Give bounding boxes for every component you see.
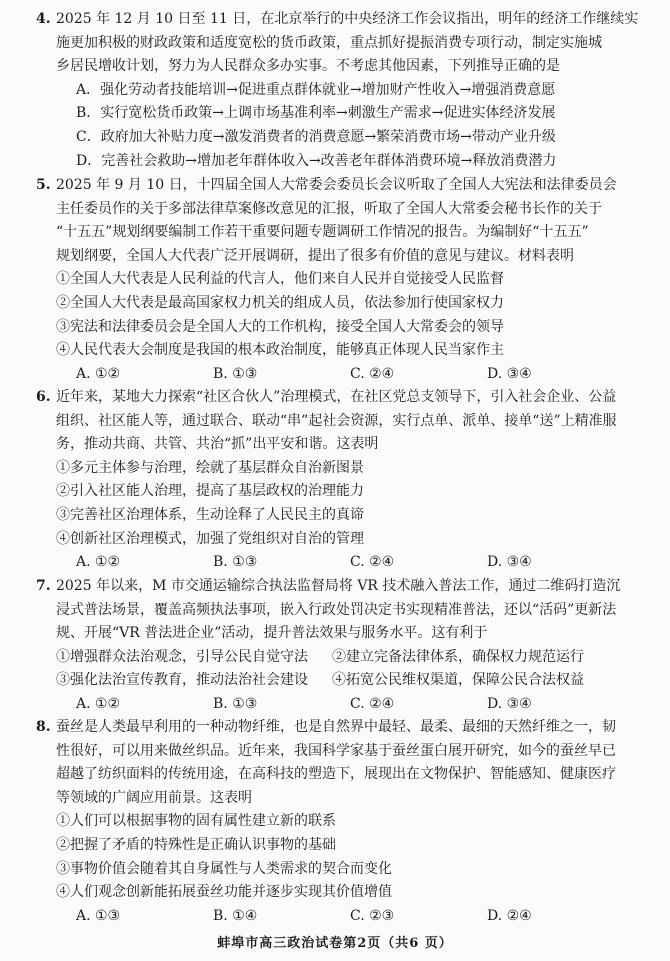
option-d: D．完善社会救助→增加老年群体收入→改善老年群体消费环境→释放消费潜力 xyxy=(76,152,557,169)
option-d: D. ③④ xyxy=(487,554,532,571)
statement-2: ②全国人大代表是最高国家权力机关的组成人员，依法参加行使国家权力 xyxy=(56,294,504,311)
question-number: 6. xyxy=(36,389,51,405)
question-text-line: 施更加积极的财政政策和适度宽松的货币政策，重点抓好提振消费专项行动，制定实施城 xyxy=(56,34,602,51)
option-c: C. ②③ xyxy=(350,907,395,924)
statement-4: ④创新社区治理模式，加强了党组织对自治的管理 xyxy=(56,530,364,547)
statement-4: ④拓宽公民维权渠道，保障公民合法权益 xyxy=(332,672,584,689)
question-text-line: 浸式普法场景，覆盖高频执法事项，嵌入行政处罚决定书实现精准普法，还以“活码”更新法 xyxy=(56,601,617,618)
question-text-line: 蚕丝是人类最早利用的一种动物纤维，也是自然界中最轻、最柔、最细的天然纤维之一，韧 xyxy=(56,719,616,735)
question-text-line: 2025 年以来，M 市交通运输综合执法监督局将 VR 技术融入普法工作，通过二维码打造沉 xyxy=(56,578,621,594)
option-a: A. ①② xyxy=(76,695,121,712)
options-row xyxy=(36,551,650,575)
statement-1: ①多元主体参与治理，绘就了基层群众自治新图景 xyxy=(56,459,364,476)
option-b: B. ①③ xyxy=(213,365,258,382)
question-number: 5. xyxy=(36,177,51,193)
question-8 xyxy=(36,716,650,928)
page-footer: 蚌埠市高三政治试卷第2页（共6 页） xyxy=(217,936,453,951)
question-text-line: 组织、社区能人等，通过联合、联动“串”起社会资源，实行点单、派单、接单“送”上精准服 xyxy=(56,412,617,429)
statement-2: ②引入社区能人治理，提高了基层政权的治理能力 xyxy=(56,483,364,500)
question-text-line: 超越了纺织面料的传统用途，在高科技的塑造下，展现出在文物保护、智能感知、健康医疗 xyxy=(56,766,616,783)
question-7 xyxy=(36,575,650,717)
option-d: D. ③④ xyxy=(487,695,532,712)
option-d: D. ③④ xyxy=(487,365,532,382)
option-b: B. ①③ xyxy=(213,554,258,571)
statement-3: ③事物价值会随着其自身属性与人类需求的契合而变化 xyxy=(56,860,392,877)
option-c: C. ②④ xyxy=(350,365,395,382)
question-text-line: “十五五”规划纲要编制工作若干重要问题专题调研工作情况的报告。为编制好“十五五” xyxy=(56,224,589,241)
question-5 xyxy=(36,174,650,386)
question-number: 7. xyxy=(36,578,51,594)
question-text-line: 2025 年 9 月 10 日，十四届全国人大常委会委员长会议听取了全国人大宪法和法律委员会 xyxy=(56,177,617,193)
statements-row xyxy=(36,646,650,670)
option-a: A. ①② xyxy=(76,365,121,382)
option-a: A. ①③ xyxy=(76,907,121,924)
option-c: C．政府加大补贴力度→激发消费者的消费意愿→繁荣消费市场→带动产业升级 xyxy=(76,128,556,145)
question-text-line: 主任委员作的关于多部法律草案修改意见的汇报，听取了全国人大常委会秘书长作的关于 xyxy=(56,200,602,217)
option-c: C. ②④ xyxy=(350,695,395,712)
question-text-line: 性很好，可以用来做丝织品。近年来，我国科学家基于蚕丝蛋白展开研究，如今的蚕丝早已 xyxy=(56,742,616,759)
question-text-line: 2025 年 12 月 10 日至 11 日，在北京举行的中央经济工作会议指出，明年的经济工作继续实 xyxy=(56,11,639,27)
question-number: 4. xyxy=(36,11,51,27)
question-text-line: 乡居民增收计划，努力为人民群众多办实事。不考虑其他因素，下列推导正确的是 xyxy=(56,58,560,75)
question-text-line: 务，推动共商、共管、共治“抓”出平安和谐。这表明 xyxy=(56,436,379,453)
question-6 xyxy=(36,386,650,575)
option-b: B. ①③ xyxy=(213,695,258,712)
statements-row xyxy=(36,669,650,693)
options-row xyxy=(36,905,650,929)
option-b: B. ①④ xyxy=(213,907,258,924)
question-text-line: 规、开展“VR 普法进企业”活动，提升普法效果与服务水平。这有利于 xyxy=(56,625,488,642)
question-text-line: 近年来，某地大力探索“社区合伙人”治理模式，在社区党总支领导下，引入社会企业、公益 xyxy=(56,389,617,405)
statement-2: ②建立完备法律体系，确保权力规范运行 xyxy=(332,648,584,665)
option-c: C. ②④ xyxy=(350,554,395,571)
option-a: A．强化劳动者技能培训→促进重点群体就业→增加财产性收入→增强消费意愿 xyxy=(76,81,556,98)
statement-1: ①增强群众法治观念，引导公民自觉守法 xyxy=(56,648,308,665)
statement-1: ①人们可以根据事物的固有属性建立新的联系 xyxy=(56,813,336,830)
statement-4: ④人们观念创新能拓展蚕丝功能并逐步实现其价值增值 xyxy=(56,884,392,901)
question-text-line: 等领域的广阔应用前景。这表明 xyxy=(56,789,252,806)
option-a: A. ①② xyxy=(76,554,121,571)
option-d: D. ②④ xyxy=(487,907,532,924)
question-number: 8. xyxy=(36,719,51,735)
statement-2: ②把握了矛盾的特殊性是正确认识事物的基础 xyxy=(56,836,336,853)
question-text-line: 规划纲要，全国人大代表广泛开展调研，提出了很多有价值的意见与建议。材料表明 xyxy=(56,247,574,264)
options-row xyxy=(36,693,650,717)
options-row xyxy=(36,363,650,387)
statement-3: ③强化法治宣传教育，推动法治社会建设 xyxy=(56,672,308,689)
statement-4: ④人民代表大会制度是我国的根本政治制度，能够真正体现人民当家作主 xyxy=(56,342,504,359)
statement-1: ①全国人大代表是人民利益的代言人，他们来自人民并自觉接受人民监督 xyxy=(56,271,504,288)
statement-3: ③完善社区治理体系，生动诠释了人民民主的真谛 xyxy=(56,506,364,523)
option-b: B．实行宽松货币政策→上调市场基准利率→刺激生产需求→促进实体经济发展 xyxy=(76,105,556,122)
statement-3: ③宪法和法律委员会是全国人大的工作机构，接受全国人大常委会的领导 xyxy=(56,318,504,335)
question-4 xyxy=(36,8,650,173)
